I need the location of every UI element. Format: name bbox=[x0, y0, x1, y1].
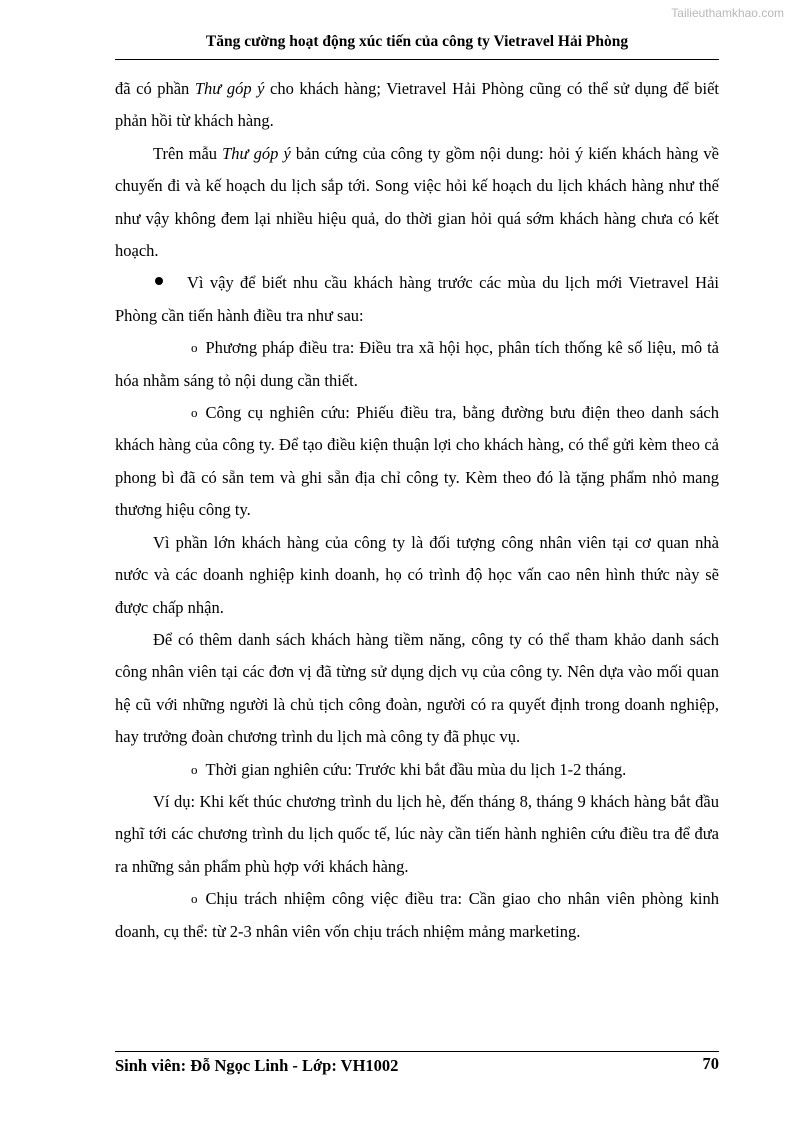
sub-item-method bbox=[115, 332, 719, 397]
bullet-paragraph-text: Vì vậy để biết nhu cầu khách hàng trước các mùa du lịch mới Vietravel Hải Phòng cần tiến hành điều tra như sau: bbox=[115, 273, 719, 325]
bullet-paragraph bbox=[115, 267, 719, 332]
paragraph-2-tail: bản cứng của công ty gồm nội dung: hỏi ý kiến khách hàng về chuyến đi và kế hoạch du lịch sắp tới. Song việc hỏi kế hoạch du lịch khách hàng như thế như vậy không đem lại nhiều hiệu quả, do thời gian hỏi quá sớm khách hàng chưa có kết hoạch. bbox=[115, 143, 719, 261]
page-number: 70 bbox=[702, 1054, 719, 1073]
emphasis-thu-gop-y: Thư góp ý bbox=[194, 79, 265, 98]
bullet-dot-icon bbox=[155, 277, 163, 285]
circle-marker-icon: o bbox=[191, 405, 198, 421]
sub-item-responsibility bbox=[115, 883, 719, 948]
emphasis-thu-gop-y-2: Thư góp ý bbox=[222, 143, 291, 163]
sub-item-responsibility-text: Chịu trách nhiệm công việc điều tra: Cần giao cho nhân viên phòng kinh doanh, cụ thể: từ 2-3 nhân viên vốn chịu trách nhiệm mảng marketing. bbox=[115, 889, 719, 941]
page-header-title: Tăng cường hoạt động xúc tiến của công ty Vietravel Hải Phòng bbox=[205, 33, 629, 50]
sub-item-time-text: Thời gian nghiên cứu: Trước khi bắt đầu mùa du lịch 1-2 tháng. bbox=[205, 759, 627, 779]
paragraph-example: Ví dụ: Khi kết thúc chương trình du lịch hè, đến tháng 8, tháng 9 khách hàng bắt đầu nghĩ tới các chương trình du lịch quốc tế, lúc này cần tiến hành nghiên cứu điều tra để đưa ra những sản phẩm phù hợp với khách hàng. bbox=[115, 791, 719, 876]
sub-item-method-text: Phương pháp điều tra: Điều tra xã hội học, phân tích thống kê số liệu, mô tả hóa nhằm sáng tỏ nội dung cần thiết. bbox=[115, 338, 719, 390]
footer-divider bbox=[115, 1051, 719, 1052]
paragraph-6: Vì phần lớn khách hàng của công ty là đối tượng công nhân viên tại cơ quan nhà nước và các doanh nghiệp kinh doanh, họ có trình độ học vấn cao nên hình thức này sẽ được chấp nhận. bbox=[115, 532, 719, 617]
sub-item-tools bbox=[115, 397, 719, 527]
paragraph-2 bbox=[115, 138, 719, 268]
paragraph-1-lead: đã có phần bbox=[115, 79, 195, 98]
sub-item-tools-text: Công cụ nghiên cứu: Phiếu điều tra, bằng đường bưu điện theo danh sách khách hàng của công ty. Để tạo điều kiện thuận lợi cho khách hàng, có thể gửi kèm theo cả phong bì đã có sẵn tem và ghi sẵn địa chỉ công ty. Kèm theo đó là tặng phẩm nhỏ mang thương hiệu công ty. bbox=[115, 403, 719, 520]
watermark: Tailieuthamkhao.com bbox=[671, 6, 784, 20]
document-body bbox=[115, 73, 719, 948]
paragraph-7: Để có thêm danh sách khách hàng tiềm năng, công ty có thể tham khảo danh sách công nhân viên tại các đơn vị đã từng sử dụng dịch vụ của công ty. Nên dựa vào mối quan hệ cũ với những người là chủ tịch công đoàn, người có ra quyết định trong doanh nghiệp, hay trưởng đoàn chương trình du lịch mà công ty đã phục vụ. bbox=[115, 629, 719, 747]
circle-marker-icon: o bbox=[191, 891, 198, 907]
header-divider bbox=[115, 59, 719, 60]
circle-marker-icon: o bbox=[191, 761, 198, 777]
paragraph-1 bbox=[115, 73, 719, 138]
circle-marker-icon: o bbox=[191, 340, 198, 356]
sub-item-time bbox=[115, 754, 719, 786]
footer-student-info: Sinh viên: Đỗ Ngọc Linh - Lớp: VH1002 bbox=[115, 1056, 399, 1075]
paragraph-2-lead: Trên mẫu bbox=[153, 143, 223, 163]
paragraph-1-tail: cho khách hàng; Vietravel Hải Phòng cũng có thể sử dụng để biết phản hồi từ khách hàng. bbox=[115, 79, 719, 131]
